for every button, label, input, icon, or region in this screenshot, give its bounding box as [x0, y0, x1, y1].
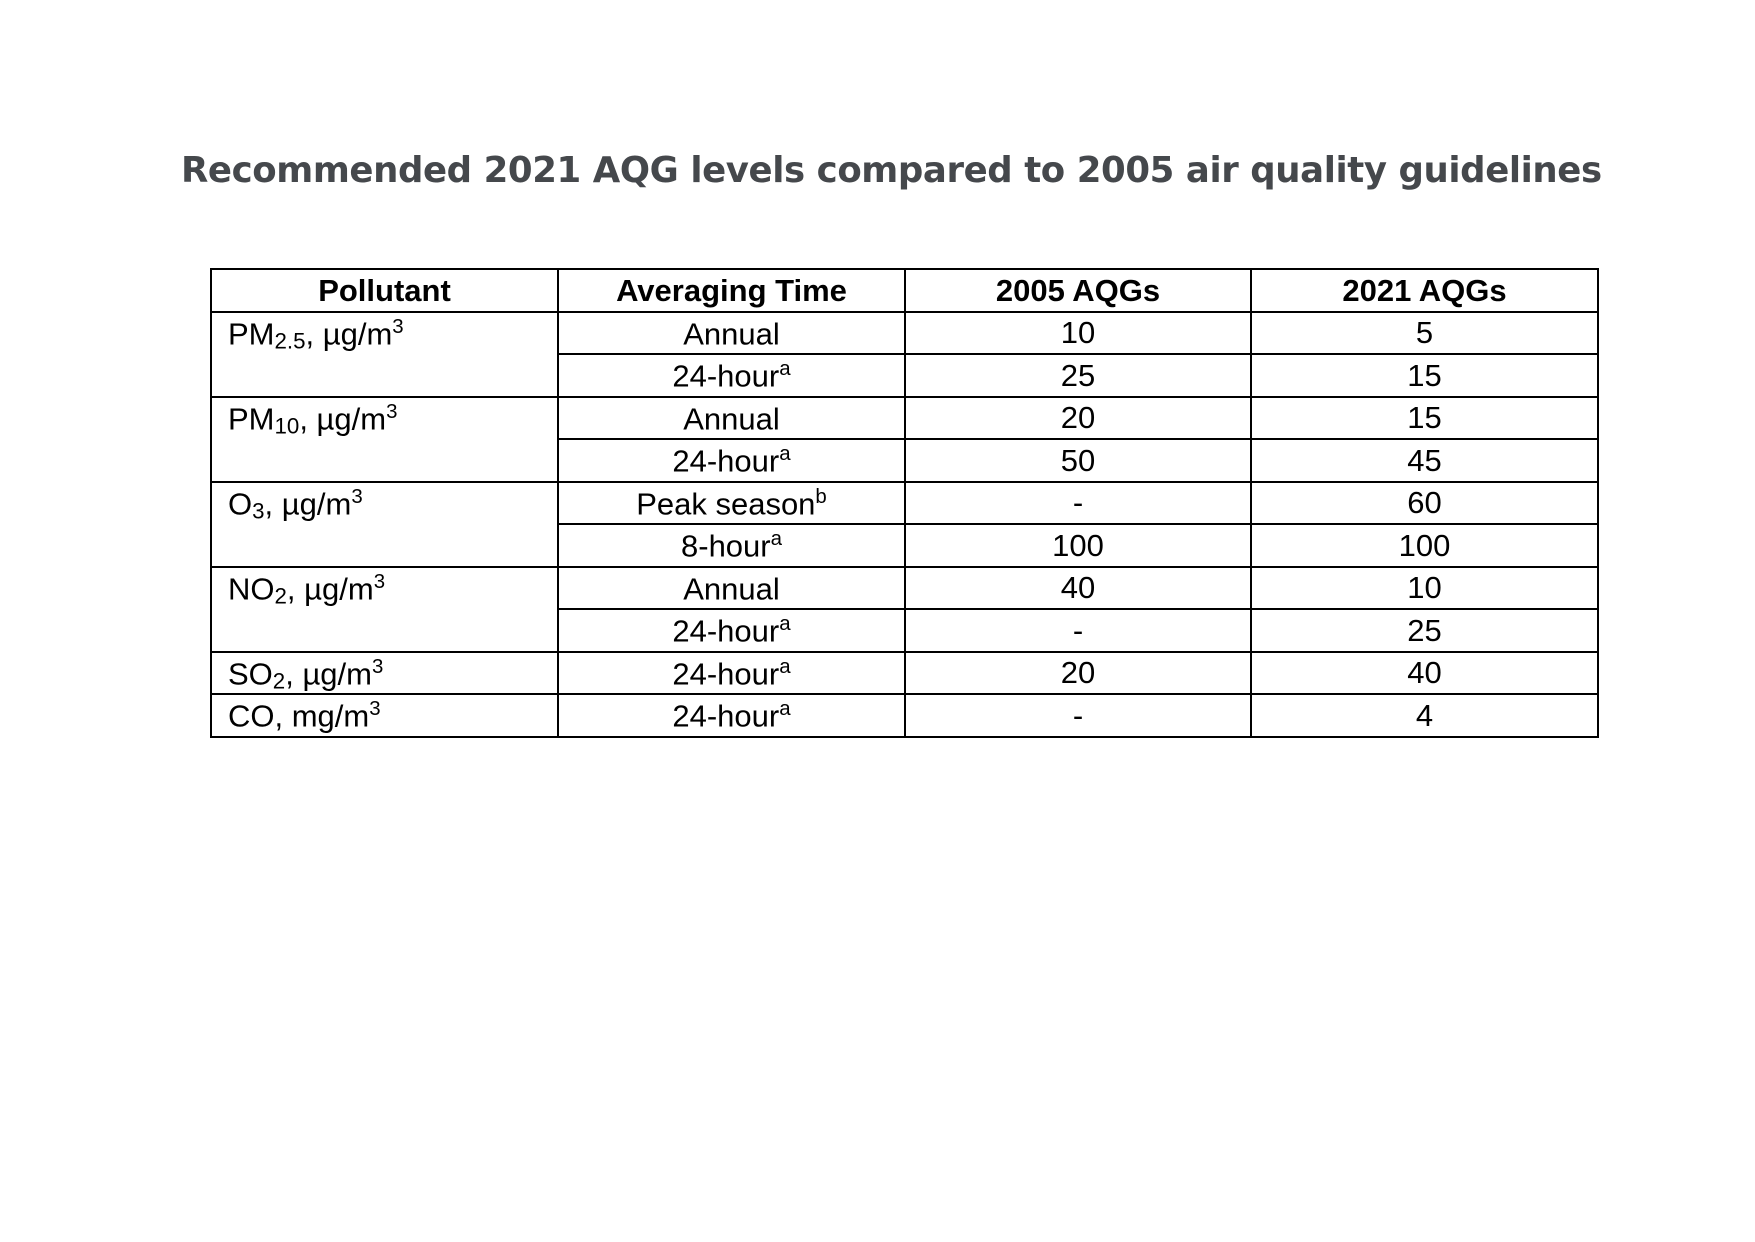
value-2005-cell: -	[905, 694, 1251, 737]
value-2005-cell: 25	[905, 354, 1251, 397]
value-2005-cell: -	[905, 482, 1251, 525]
averaging-time-cell: 24-hour$^a$	[558, 694, 905, 737]
value-2005-cell: 40	[905, 567, 1251, 610]
averaging-time-cell: 8-hour$^a$	[558, 524, 905, 567]
table-row	[211, 312, 1598, 355]
header-2005-aqgs: 2005 AQGs	[905, 269, 1251, 312]
value-2005-cell: 100	[905, 524, 1251, 567]
pollutant-cell: PM2.5, $\mu g/m^3$	[211, 312, 558, 397]
pollutant-cell: SO2, $\mu g/m^3$	[211, 652, 558, 695]
header-averaging-time: Averaging Time	[558, 269, 905, 312]
table-row	[211, 694, 1598, 737]
value-2021-cell: 60	[1251, 482, 1598, 525]
value-2021-cell: 25	[1251, 609, 1598, 652]
averaging-time-cell: Peak season$^b$	[558, 482, 905, 525]
table-body	[211, 312, 1598, 737]
value-2005-cell: 50	[905, 439, 1251, 482]
table-row	[211, 482, 1598, 525]
averaging-time-cell: 24-hour$^a$	[558, 609, 905, 652]
averaging-time-cell: Annual	[558, 397, 905, 440]
value-2021-cell: 10	[1251, 567, 1598, 610]
header-2021-aqgs: 2021 AQGs	[1251, 269, 1598, 312]
table-row	[211, 397, 1598, 440]
value-2005-cell: 20	[905, 397, 1251, 440]
value-2021-cell: 4	[1251, 694, 1598, 737]
pollutant-cell: PM10, $\mu g/m^3$	[211, 397, 558, 482]
table-header-row	[211, 269, 1598, 312]
header-pollutant: Pollutant	[211, 269, 558, 312]
value-2005-cell: 20	[905, 652, 1251, 695]
value-2021-cell: 5	[1251, 312, 1598, 355]
pollutant-cell: NO2, $\mu g/m^3$	[211, 567, 558, 652]
averaging-time-cell: 24-hour$^a$	[558, 652, 905, 695]
value-2005-cell: 10	[905, 312, 1251, 355]
aqg-comparison-table	[210, 268, 1599, 738]
value-2005-cell: -	[905, 609, 1251, 652]
averaging-time-cell: 24-hour$^a$	[558, 354, 905, 397]
pollutant-cell: CO, $mg/m^3$	[211, 694, 558, 737]
averaging-time-cell: 24-hour$^a$	[558, 439, 905, 482]
value-2021-cell: 45	[1251, 439, 1598, 482]
value-2021-cell: 15	[1251, 354, 1598, 397]
value-2021-cell: 40	[1251, 652, 1598, 695]
pollutant-cell: O3, $\mu g/m^3$	[211, 482, 558, 567]
averaging-time-cell: Annual	[558, 312, 905, 355]
value-2021-cell: 15	[1251, 397, 1598, 440]
table-row	[211, 652, 1598, 695]
value-2021-cell: 100	[1251, 524, 1598, 567]
page-title: Recommended 2021 AQG levels compared to 2005 air quality guidelines	[181, 150, 1602, 191]
averaging-time-cell: Annual	[558, 567, 905, 610]
table-row	[211, 567, 1598, 610]
